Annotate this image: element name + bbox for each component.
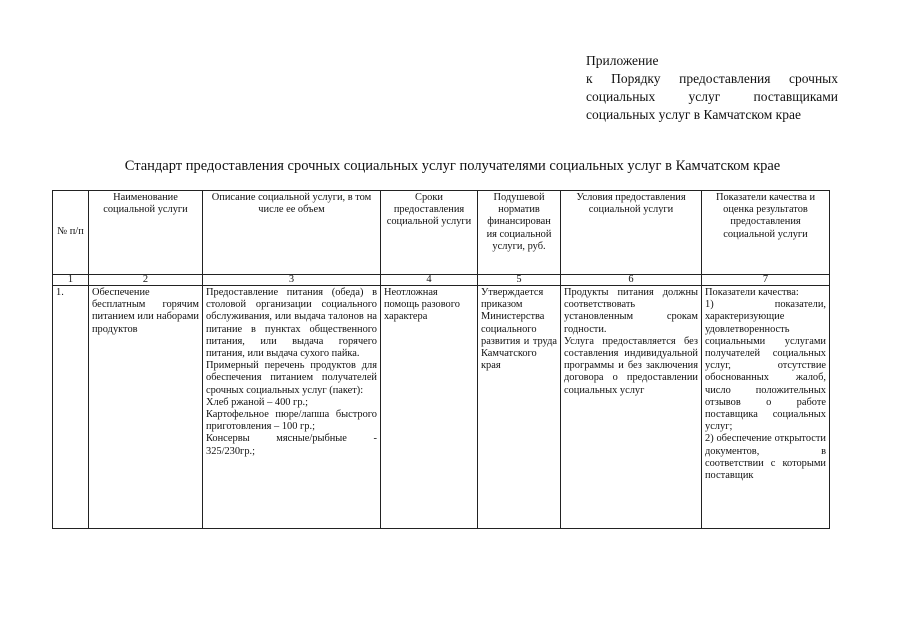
header-quality: Показатели качества и оценка результатов предоставления социальной услуги: [702, 191, 830, 275]
standard-table: [52, 190, 830, 529]
header-terms: Сроки предоставления социальной услуги: [381, 191, 478, 275]
quality-paragraph: 1) показатели, характеризующие удовлетворенность социальными услугами получателей социальных услуг, отсутствие обоснованных жалоб, число положительных отзывов о работе поставщика социальных услуг;: [705, 299, 826, 433]
row-description: [203, 286, 381, 529]
header-norm: Подушевой норматив финансирован ия социальной услуги, руб.: [478, 191, 561, 275]
appendix-line: социальных услуг поставщиками: [586, 89, 838, 104]
description-paragraph: Примерный перечень продуктов для обеспечения питанием получателей срочных социальных услуг (пакет):: [206, 360, 377, 396]
index-cell: 7: [702, 275, 830, 286]
row-conditions: [561, 286, 702, 529]
index-cell: 1: [53, 275, 89, 286]
description-paragraph: Предоставление питания (обеда) в столовой организации социального обслуживания, или выдача талонов на питание в пунктах общественного питания, или выдача горячего питания, или выдача сухого пайка.: [206, 287, 377, 360]
table-header-row: [53, 191, 830, 275]
index-cell: 4: [381, 275, 478, 286]
header-description: Описание социальной услуги, в том числе ее объем: [203, 191, 381, 275]
document-title: Стандарт предоставления срочных социальных услуг получателями социальных услуг в Камчатском крае: [124, 158, 781, 174]
index-cell: 6: [561, 275, 702, 286]
table-index-row: [53, 275, 830, 286]
index-cell: 2: [89, 275, 203, 286]
description-paragraph: Хлеб ржаной – 400 гр.;: [206, 396, 309, 408]
table-row: [53, 286, 830, 529]
row-norm: Утверждается приказом Министерства социального развития и труда Камчатского края: [478, 286, 561, 529]
quality-paragraph: 2) обеспечение открытости документов, в соответствии с которыми поставщик: [705, 433, 826, 482]
appendix-line: Приложение: [586, 53, 659, 68]
row-service-name: Обеспечение бесплатным горячим питанием или наборами продуктов: [89, 286, 203, 529]
appendix-line: к Порядку предоставления срочных: [586, 71, 838, 86]
description-paragraph: Картофельное пюре/лапша быстрого приготовления – 100 гр.;: [206, 409, 377, 433]
header-name: Наименование социальной услуги: [89, 191, 203, 275]
quality-paragraph: Показатели качества:: [705, 287, 799, 298]
appendix-line: социальных услуг в Камчатском крае: [586, 107, 801, 122]
row-quality: [702, 286, 830, 529]
header-num: № п/п: [53, 191, 89, 275]
description-paragraph: Консервы мясные/рыбные - 325/230гр.;: [206, 433, 377, 457]
index-cell: 3: [203, 275, 381, 286]
appendix-block: [586, 52, 838, 124]
conditions-paragraph: Услуга предоставляется без составления индивидуальной программы и без заключения договора о предоставлении социальных услуг: [564, 335, 698, 396]
index-cell: 5: [478, 275, 561, 286]
header-conditions: Условия предоставления социальной услуги: [561, 191, 702, 275]
row-num: 1.: [53, 286, 89, 529]
conditions-paragraph: Продукты питания должны соответствовать установленным срокам годности.: [564, 287, 698, 335]
row-terms: Неотложная помощь разового характера: [381, 286, 478, 529]
